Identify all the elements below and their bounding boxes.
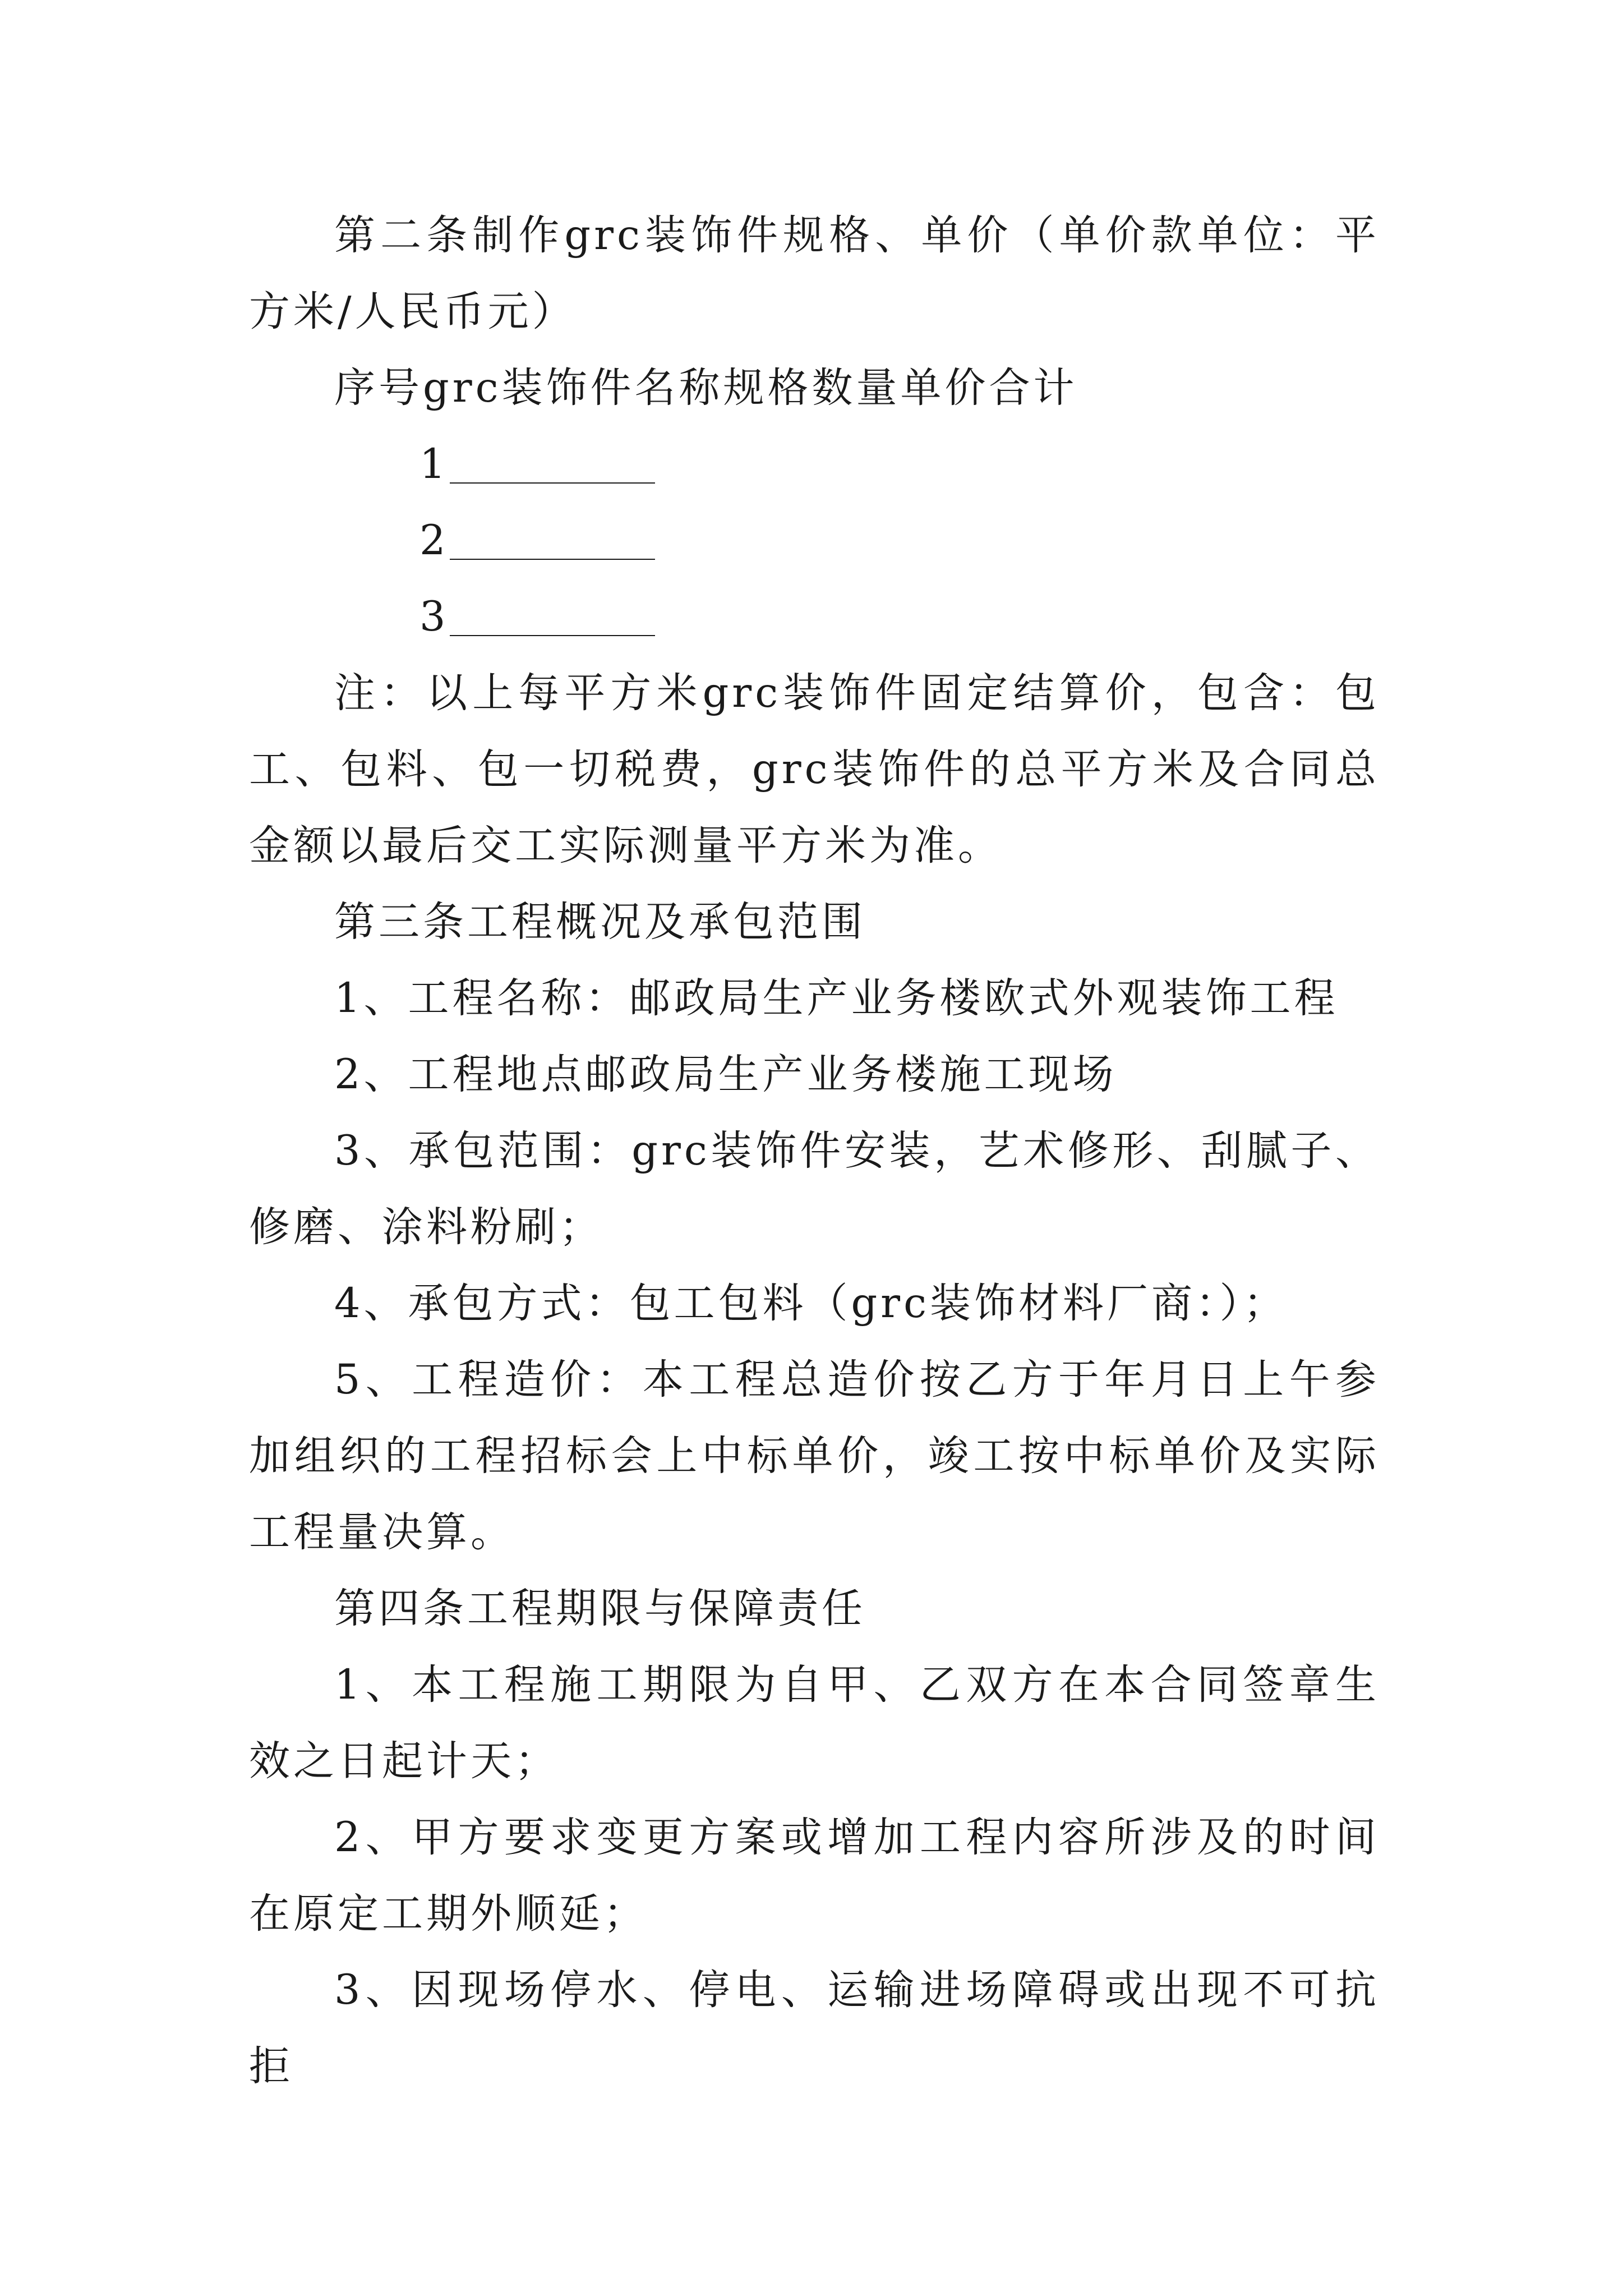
article-4-item-1: 1、本工程施工期限为自甲、乙双方在本合同签章生效之日起计天；: [249, 1661, 1380, 1785]
row-number: 2: [419, 517, 449, 564]
spec-row-2: [249, 503, 1380, 579]
row-number: 3: [419, 593, 449, 641]
spec-table-header: 序号grc装饰件名称规格数量单价合计: [334, 364, 1078, 412]
article-3-item-project-location: 2、工程地点邮政局生产业务楼施工现场: [334, 1051, 1117, 1098]
fill-in-blank-line: [450, 635, 655, 636]
row-number: 1: [419, 440, 449, 488]
article-3-item-project-name: 1、工程名称：邮政局生产业务楼欧式外观装饰工程: [334, 974, 1339, 1022]
spec-row-3: [249, 579, 1380, 655]
article-3-item-contract-scope: 3、承包范围：grc装饰件安装，艺术修形、刮腻子、修磨、涂料粉刷；: [249, 1127, 1380, 1251]
pricing-note: 注：以上每平方米grc装饰件固定结算价，包含：包工、包料、包一切税费，grc装饰件的总平方米及合同总金额以最后交工实际测量平方米为准。: [249, 669, 1380, 869]
article-3-title: 第三条工程概况及承包范围: [334, 898, 866, 946]
fill-in-blank-line: [450, 559, 655, 560]
article-4-item-2: 2、甲方要求变更方案或增加工程内容所涉及的时间在原定工期外顺延；: [249, 1814, 1380, 1938]
spec-row-1: [249, 426, 1380, 503]
article-4-title: 第四条工程期限与保障责任: [334, 1585, 866, 1632]
article-3-item-contract-mode: 4、承包方式：包工包料（grc装饰材料厂商：）；: [334, 1280, 1288, 1327]
article-2-title: 第二条制作grc装饰件规格、单价（单价款单位：平方米/人民币元）: [249, 211, 1380, 335]
fill-in-blank-line: [450, 482, 655, 484]
document-body: [249, 197, 1380, 2105]
article-4-item-3: 3、因现场停水、停电、运输进场障碍或出现不可抗拒: [249, 1966, 1380, 2090]
article-3-item-project-cost: 5、工程造价：本工程总造价按乙方于年月日上午参加组织的工程招标会上中标单价，竣工按中标单价及实际工程量决算。: [249, 1356, 1380, 1556]
